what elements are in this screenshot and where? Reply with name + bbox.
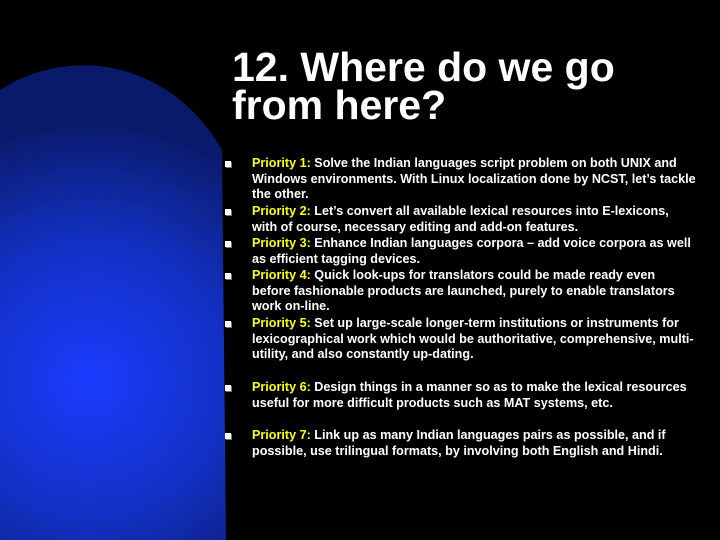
bullet-label: Priority 1: — [252, 156, 311, 170]
bullet-text: Design things in a manner so as to make the lexical resources useful for more difficult products such as MAT systems, etc. — [252, 380, 687, 410]
bullet-label: Priority 2: — [252, 204, 311, 218]
square-bullet-icon — [225, 385, 231, 391]
square-bullet-icon — [225, 321, 231, 327]
square-bullet-icon — [225, 433, 231, 439]
bullet-item-2 — [252, 204, 697, 236]
bullet-label: Priority 5: — [252, 316, 311, 330]
slide-title: 12. Where do we go from here? — [232, 44, 615, 128]
square-bullet-icon — [225, 241, 231, 247]
bullet-item-4 — [252, 268, 697, 316]
bullet-item-6 — [252, 380, 697, 428]
bullet-item-1 — [252, 156, 697, 204]
bullet-item-7 — [252, 428, 697, 476]
bullet-text: Solve the Indian languages script problem on both UNIX and Windows environments. With Linux localization done by NCST, let’s tackle the other. — [252, 156, 696, 201]
bullet-text: Enhance Indian languages corpora – add voice corpora as well as efficient tagging devices. — [252, 236, 691, 266]
bullet-label: Priority 3: — [252, 236, 311, 250]
bullet-item-5 — [252, 316, 697, 380]
bullet-text: Let’s convert all available lexical resources into E-lexicons, with of course, necessary editing and add-on features. — [252, 204, 669, 234]
bullet-label: Priority 4: — [252, 268, 311, 282]
blue-curve-shape — [0, 65, 226, 540]
square-bullet-icon — [225, 209, 231, 215]
square-bullet-icon — [225, 161, 231, 167]
bullet-item-3 — [252, 236, 697, 268]
bullet-text: Set up large-scale longer-term institutions or instruments for lexicographical work which would be authoritative, comprehensive, multi-utility, and also constantly up-dating. — [252, 316, 694, 361]
priority-list — [252, 156, 697, 476]
bullet-text: Link up as many Indian languages pairs as possible, and if possible, use trilingual formats, by involving both English and Hindi. — [252, 428, 666, 458]
bullet-label: Priority 7: — [252, 428, 311, 442]
bullet-text: Quick look-ups for translators could be made ready even before fashionable products are launched, purely to enable translators work on-line. — [252, 268, 675, 313]
square-bullet-icon — [225, 273, 231, 279]
bullet-label: Priority 6: — [252, 380, 311, 394]
